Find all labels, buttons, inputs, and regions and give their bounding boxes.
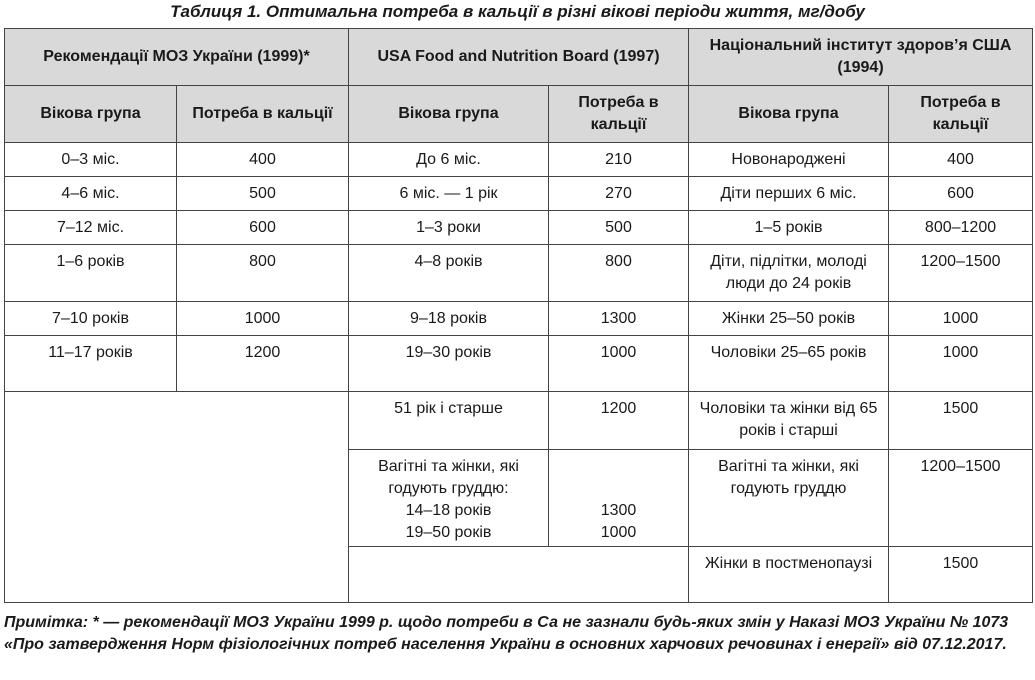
column-header-need: Потреба в кальції [549,86,689,143]
nih-age-cell: Вагітні та жінки, які годують груддю [689,450,889,547]
moz-age-cell: 1–6 років [5,245,177,302]
table-caption: Таблиця 1. Оптимальна потреба в кальції в різні вікові періоди життя, мг/добу [170,2,865,21]
moz-value-cell: 1200 [177,336,349,392]
nih-age-cell: Новонароджені [689,143,889,177]
column-header-need: Потреба в кальції [177,86,349,143]
table-row [5,302,1033,336]
moz-value-cell: 1000 [177,302,349,336]
column-header-age: Вікова група [349,86,549,143]
source-header-nih: Національний інститут здоров’я США (1994) [689,29,1033,86]
nih-age-cell: Чоловіки 25–65 років [689,336,889,392]
column-header-age: Вікова група [5,86,177,143]
nih-value-cell: 600 [889,177,1033,211]
moz-age-cell: 7–10 років [5,302,177,336]
source-header-row [5,29,1033,86]
nih-value-cell: 800–1200 [889,211,1033,245]
nih-age-cell: Жінки в постменопаузі [689,547,889,603]
moz-value-cell: 800 [177,245,349,302]
nih-value-cell: 1000 [889,302,1033,336]
nih-value-cell: 1500 [889,392,1033,450]
nih-age-cell: Жінки 25–50 років [689,302,889,336]
fnb-value-cell: 210 [549,143,689,177]
moz-age-cell: 4–6 міс. [5,177,177,211]
fnb-age-cell: До 6 міс. [349,143,549,177]
table-row [5,143,1033,177]
source-header-fnb: USA Food and Nutrition Board (1997) [349,29,689,86]
fnb-age-cell: 4–8 років [349,245,549,302]
moz-age-cell: 0–3 міс. [5,143,177,177]
column-header-age: Вікова група [689,86,889,143]
fnb-value-cell: 1300 [549,302,689,336]
table-row [5,211,1033,245]
nih-value-cell: 1000 [889,336,1033,392]
moz-value-cell: 500 [177,177,349,211]
column-header-need: Потреба в кальції [889,86,1033,143]
fnb-age-cell: 1–3 роки [349,211,549,245]
fnb-value-cell: 270 [549,177,689,211]
fnb-value-cell: 1000 [549,336,689,392]
table-row [5,336,1033,392]
fnb-value-cell: 1300 1000 [549,450,689,547]
fnb-age-cell: 19–30 років [349,336,549,392]
fnb-age-cell: 6 міс. — 1 рік [349,177,549,211]
nih-age-cell: Діти, підлітки, молоді люди до 24 років [689,245,889,302]
nih-value-cell: 1200–1500 [889,450,1033,547]
fnb-age-cell: 51 рік і старше [349,392,549,450]
column-header-row [5,86,1033,143]
moz-empty-cell [5,392,349,603]
nih-value-cell: 1500 [889,547,1033,603]
moz-value-cell: 600 [177,211,349,245]
moz-value-cell: 400 [177,143,349,177]
nih-age-cell: 1–5 років [689,211,889,245]
fnb-value-cell: 800 [549,245,689,302]
source-header-moz: Рекомендації МОЗ України (1999)* [5,29,349,86]
fnb-age-cell: 9–18 років [349,302,549,336]
nih-age-cell: Чоловіки та жінки від 65 років і старші [689,392,889,450]
fnb-age-cell: Вагітні та жінки, які годують груддю: 14–18 років 19–50 років [349,450,549,547]
footnote: Примітка: * — рекомендації МОЗ України 1999 р. щодо потреби в Са не зазнали будь-яких змін у Наказі МОЗ України № 1073 «Про затвердження Норм фізіологічних потреб населення України в основних харчових речовинах і енергії» від 07.12.2017. [4,614,1009,653]
table-row [5,392,1033,450]
fnb-value-cell: 500 [549,211,689,245]
calcium-needs-table [4,28,1033,603]
table-row [5,177,1033,211]
nih-age-cell: Діти перших 6 міс. [689,177,889,211]
nih-value-cell: 400 [889,143,1033,177]
table-row [5,245,1033,302]
moz-age-cell: 7–12 міс. [5,211,177,245]
moz-age-cell: 11–17 років [5,336,177,392]
nih-value-cell: 1200–1500 [889,245,1033,302]
fnb-empty-cell [349,547,689,603]
fnb-value-cell: 1200 [549,392,689,450]
